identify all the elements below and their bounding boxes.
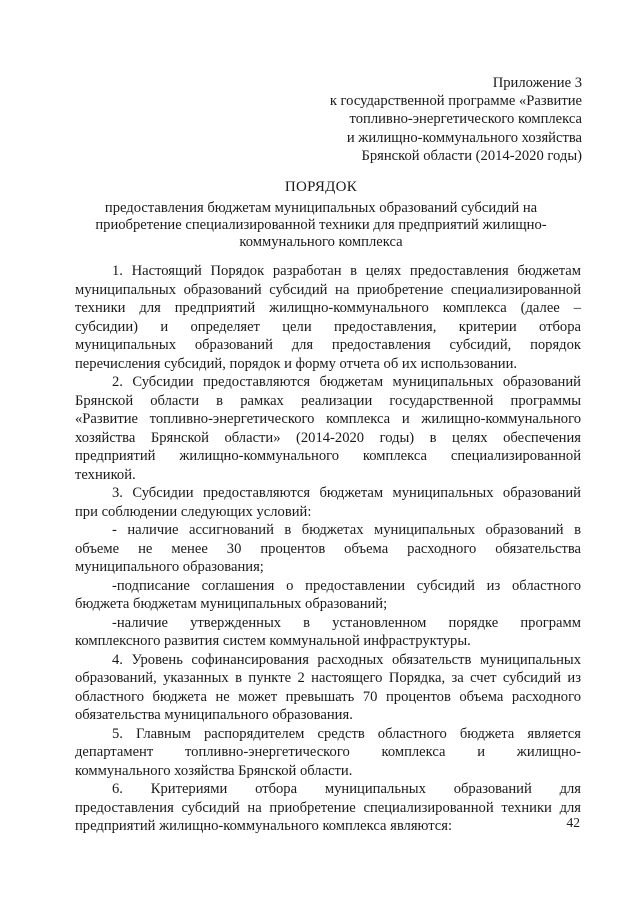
subtitle-line: приобретение специализированной техники для предприятий жилищно- (95, 217, 547, 233)
appendix-line: Брянской области (2014-2020 годы) (361, 147, 582, 164)
body-line: -подписание соглашения о предоставлении субсидий из областного (112, 577, 581, 594)
body-line: предприятий жилищно-коммунального комплекса специализированной (75, 448, 581, 464)
body-line: объеме не менее 30 процентов объема расходного обязательства (75, 540, 581, 557)
page-number: 42 (566, 815, 580, 830)
body-line: бюджета бюджетам муниципальных образований; (75, 596, 388, 612)
body-line: 1. Настоящий Порядок разработан в целях предоставления бюджетам (112, 263, 581, 279)
body-line: «Развитие топливно-энергетического комплекса и жилищно-коммунального (75, 411, 581, 427)
subtitle-line: предоставления бюджетам муниципальных образований субсидий на (104, 200, 538, 216)
body-line: 2. Субсидии предоставляются бюджетам муниципальных образований (112, 374, 581, 390)
body-line: при соблюдении следующих условий: (75, 503, 312, 520)
body-line: муниципальных образований субсидий на приобретение специализированной (75, 281, 581, 298)
body-line: субсидии) и определяет цели предоставления, критерии отбора (75, 318, 581, 335)
body-line: хозяйства Брянской области» (2014-2020 годы) в целях обеспечения (75, 429, 581, 446)
appendix-line: и жилищно-коммунального хозяйства (346, 129, 582, 146)
body-line: комплексного развития систем коммунальной инфраструктуры. (75, 633, 471, 649)
body-line: департамент топливно-энергетического комплекса и жилищно- (75, 744, 581, 760)
body-line: -наличие утвержденных в установленном порядке программ (112, 614, 581, 631)
body-line: коммунального хозяйства Брянской области. (75, 762, 353, 779)
appendix-line: к государственной программе «Развитие (329, 93, 582, 110)
body-text (75, 262, 581, 836)
body-line: Брянской области в рамках реализации государственной программы (75, 392, 581, 409)
body-line: - наличие ассигнований в бюджетах муниципальных образований в (112, 522, 581, 538)
appendix-line: топливно-энергетического комплекса (349, 111, 582, 128)
body-line: предоставления субсидий на приобретение специализированной техники для (75, 799, 581, 816)
body-line: муниципальных образований для предоставления субсидий, порядок (75, 337, 581, 353)
body-line: техникой. (75, 466, 136, 483)
body-line: техники для предприятий жилищно-коммунального комплекса (далее – (75, 300, 581, 316)
body-line: перечисления субсидий, порядок и форму отчета об их использовании. (75, 355, 518, 372)
document-title: ПОРЯДОК (284, 179, 358, 195)
subtitle-line: коммунального комплекса (239, 234, 403, 250)
body-line: 6. Критериями отбора муниципальных образований для (112, 781, 581, 797)
appendix-header (282, 74, 582, 165)
body-line: образований, указанных в пункте 2 настоящего Порядка, за счет субсидий из (75, 670, 581, 686)
body-line: 4. Уровень софинансирования расходных обязательств муниципальных (112, 651, 581, 668)
title-block (60, 177, 582, 251)
body-line: предприятий жилищно-коммунального комплекса являются: (75, 818, 453, 834)
body-line: 5. Главным распорядителем средств областного бюджета является (112, 725, 581, 742)
document-subtitle (60, 200, 582, 251)
body-line: обязательства муниципального образования. (75, 707, 353, 723)
body-line: муниципального образования; (75, 559, 264, 575)
appendix-line: Приложение 3 (492, 75, 582, 91)
body-line: 3. Субсидии предоставляются бюджетам муниципальных образований (112, 485, 581, 501)
body-line: областного бюджета не может превышать 70 процентов объема расходного (75, 688, 581, 705)
